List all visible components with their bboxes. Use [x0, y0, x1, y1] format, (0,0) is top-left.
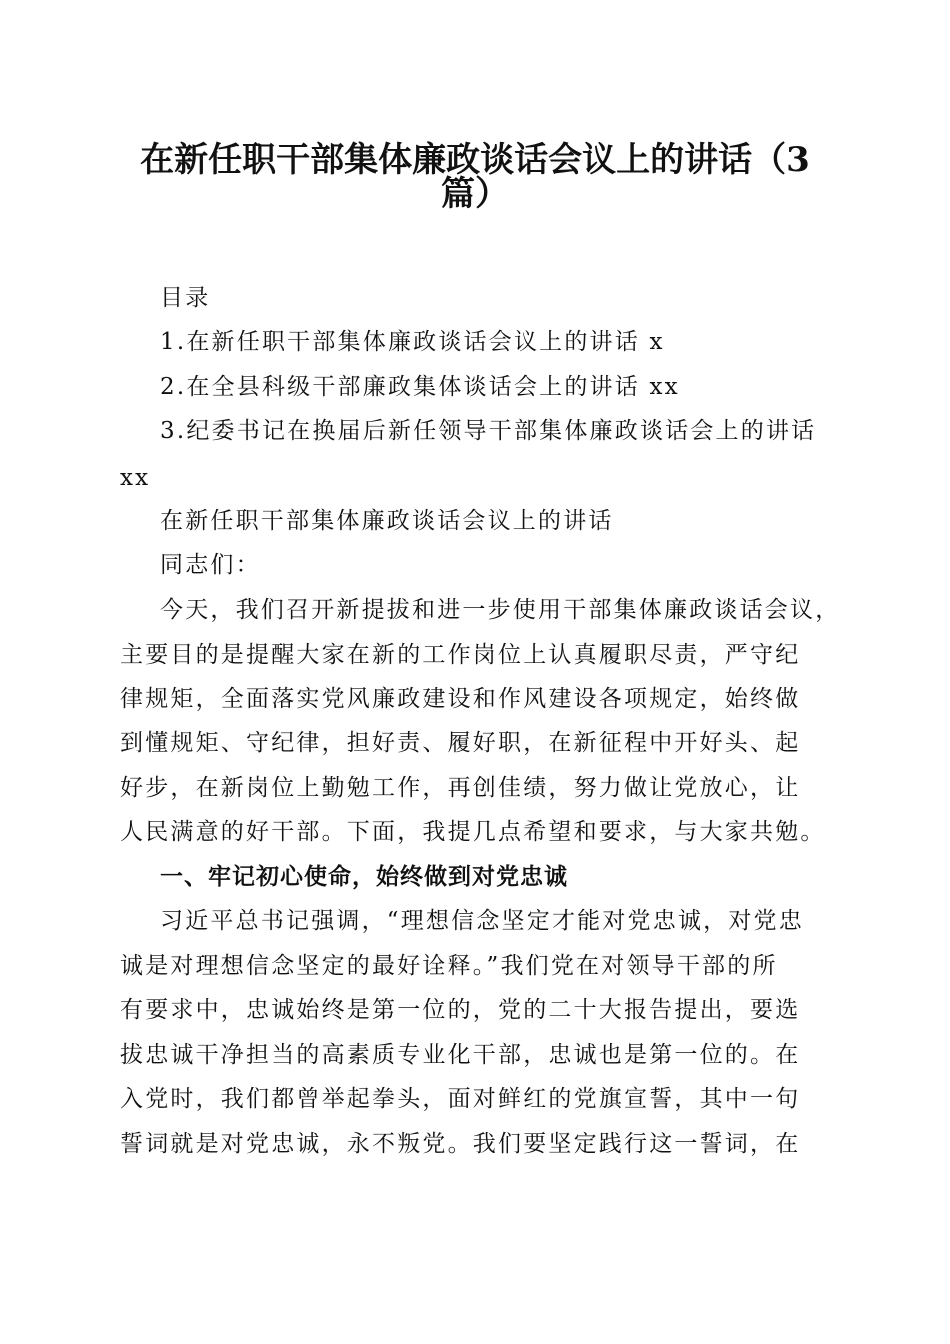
document-title-line1: 在新任职干部集体廉政谈话会议上的讲话（3 — [140, 140, 810, 180]
salutation: 同志们： — [160, 552, 261, 578]
section-1-heading: 一、牢记初心使命，始终做到对党忠诚 — [160, 864, 568, 890]
intro-line: 人民满意的好干部。下面，我提几点希望和要求，与大家共勉。 — [120, 819, 826, 845]
toc-item-1: 1.在新任职干部集体廉政谈话会议上的讲话 x — [160, 329, 665, 355]
intro-line: 好步，在新岗位上勤勉工作，再创佳绩，努力做让党放心，让 — [120, 775, 801, 801]
toc-item-3-line2: xx — [120, 465, 151, 491]
intro-line: 律规矩，全面落实党风廉政建设和作风建设各项规定，始终做 — [120, 686, 801, 712]
toc-item-3-line1: 3.纪委书记在换届后新任领导干部集体廉政谈话会上的讲话 — [160, 418, 817, 444]
section-1-line: 诚是对理想信念坚定的最好诠释。”我们党在对领导干部的所 — [120, 953, 778, 979]
section-1-line: 习近平总书记强调，“理想信念坚定才能对党忠诚，对党忠 — [160, 908, 804, 934]
speech-title: 在新任职干部集体廉政谈话会议上的讲话 — [160, 508, 614, 534]
toc-heading: 目录 — [160, 285, 211, 311]
intro-line: 主要目的是提醒大家在新的工作岗位上认真履职尽责，严守纪 — [120, 642, 801, 668]
toc-item-2: 2.在全县科级干部廉政集体谈话会上的讲话 xx — [160, 374, 680, 400]
section-1-line: 拔忠诚干净担当的高素质专业化干部，忠诚也是第一位的。在 — [120, 1042, 801, 1068]
intro-line: 今天，我们召开新提拔和进一步使用干部集体廉政谈话会议， — [160, 597, 841, 623]
section-1-line: 誓词就是对党忠诚，永不叛党。我们要坚定践行这一誓词，在 — [120, 1131, 801, 1157]
section-1-line: 有要求中，忠诚始终是第一位的，党的二十大报告提出，要选 — [120, 997, 801, 1023]
intro-line: 到懂规矩、守纪律，担好责、履好职，在新征程中开好头、起 — [120, 730, 801, 756]
section-1-line: 入党时，我们都曾举起拳头，面对鲜红的党旗宣誓，其中一句 — [120, 1086, 801, 1112]
document-title-line2: 篇） — [441, 174, 509, 214]
